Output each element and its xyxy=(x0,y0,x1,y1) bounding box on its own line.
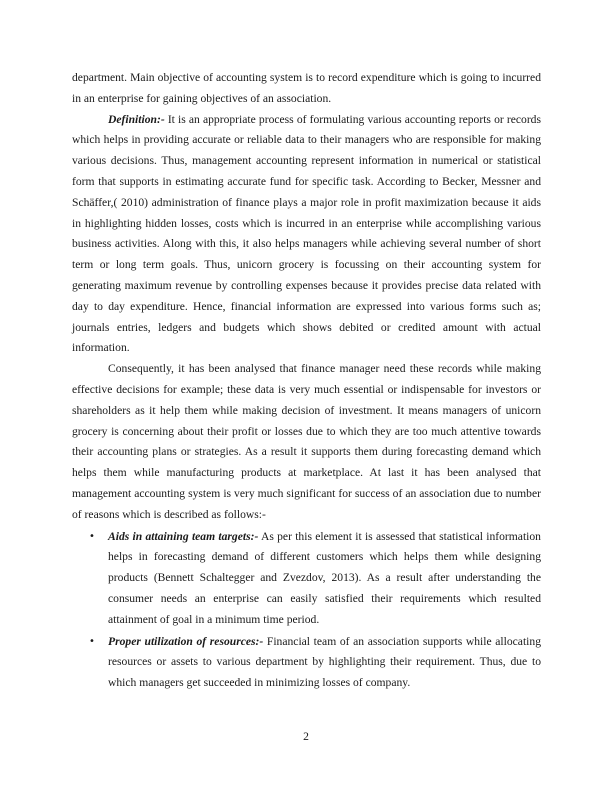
paragraph-text: It is an appropriate process of formulating various accounting reports or records which helps in providing accurate or reliable data to their managers who are responsible for making various decisions. Thus, management accounting represent information in numerical or statistical form that supports in estimating accurate fund for specific task. According to Becker, Messner and Schäffer,( 2010) administration of finance plays a major role in profit maximization because it aids in highlighting hidden losses, costs which is incurred in an enterprise while accomplishing various business activities. Along with this, it also helps managers while achieving several number of short term or long term goals. Thus, unicorn grocery is focussing on their accounting system for generating maximum revenue by controlling expenses because it provides precise data related with day to day expenditure. Hence, financial information are expressed into various forms such as; journals entries, ledgers and budgets which shows debited or credited amount with actual information. xyxy=(72,112,541,355)
page-number: 2 xyxy=(303,730,309,743)
list-item xyxy=(72,632,541,694)
paragraph-text: department. Main objective of accounting system is to record expenditure which is going to incurred in an enterprise for gaining objectives of an association. xyxy=(72,71,541,105)
list-item-heading: Proper utilization of resources:- xyxy=(108,634,264,648)
bullet-icon: • xyxy=(89,635,95,647)
paragraph-continuation xyxy=(72,68,541,110)
bullet-icon: • xyxy=(89,530,95,542)
reasons-list xyxy=(72,527,541,694)
paragraph-consequently xyxy=(72,359,541,525)
paragraph-definition xyxy=(72,110,541,360)
list-item-text: As per this element it is assessed that statistical information helps in forecasting demand of different customers which helps them while designing products (Bennett Schaltegger and Zvezdov, 2013). As a result after understanding the consumer needs an enterprise can easily satisfied their requirements which resulted attainment of goal in a minimum time period. xyxy=(108,529,541,626)
paragraph-text: Consequently, it has been analysed that finance manager need these records while making effective decisions for example; these data is very much essential or indispensable for investors or shareholders as it help them while making decision of investment. It means managers of unicorn grocery is concerning about their profit or losses due to which they are too much attentive towards their accounting plans or strategies. As a result it supports them during forecasting demand which helps them while manufacturing products at marketplace. At last it has been analysed that management accounting system is very much significant for success of an association due to number of reasons which is described as follows:- xyxy=(72,362,541,521)
list-item-text: Financial team of an association supports while allocating resources or assets to various department by highlighting their requirement. Thus, due to which managers get succeeded in minimizing losses of company. xyxy=(108,634,541,690)
body-text xyxy=(72,68,541,694)
definition-heading: Definition:- xyxy=(108,112,165,126)
list-item xyxy=(72,527,541,631)
list-item-heading: Aids in attaining team targets:- xyxy=(108,529,259,543)
